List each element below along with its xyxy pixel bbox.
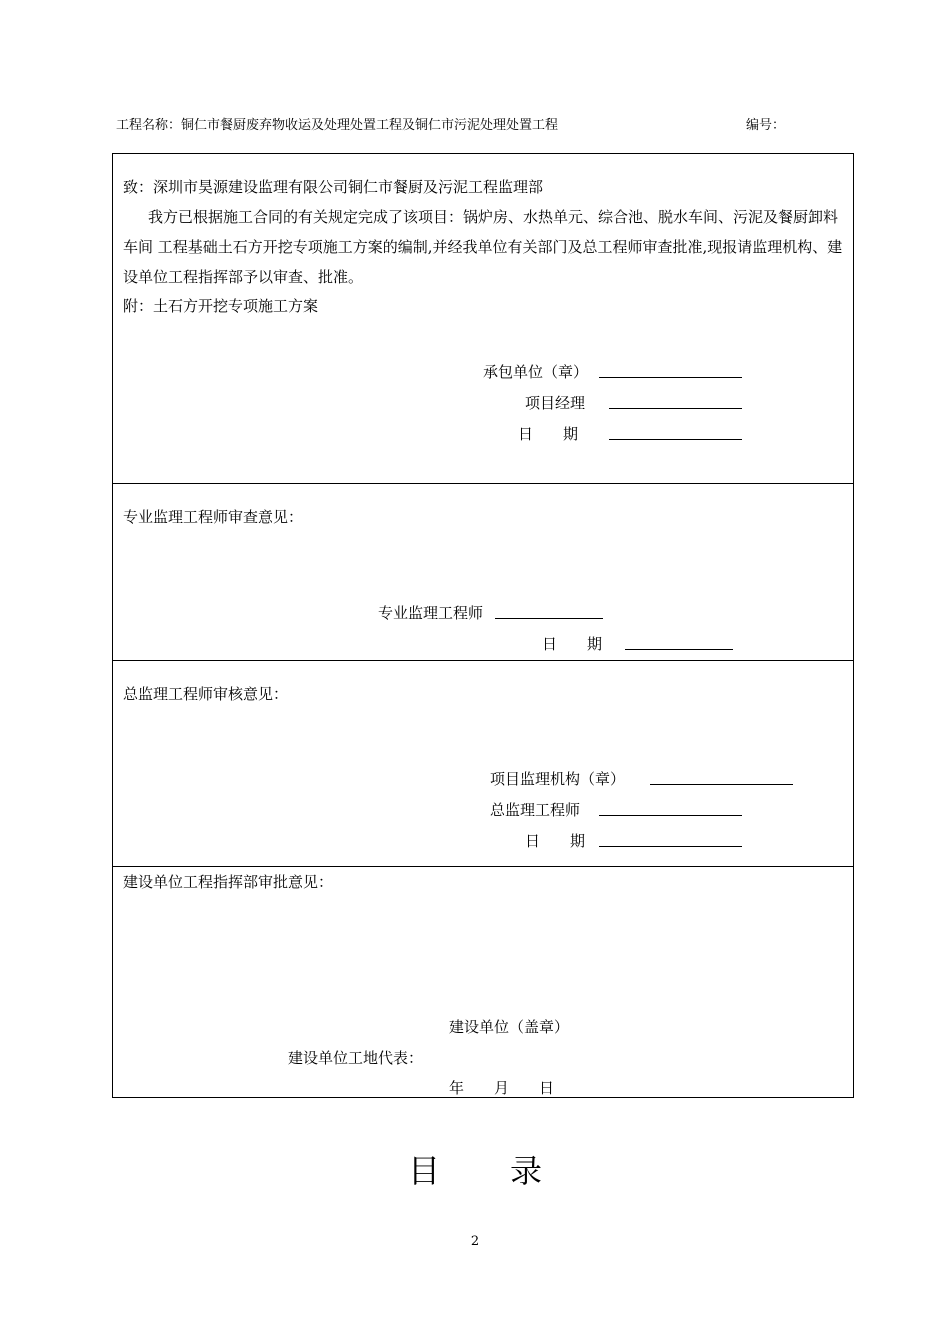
date-line[interactable] — [609, 425, 742, 440]
manager-label: 项目经理 — [525, 394, 586, 412]
code-label: 编号： — [746, 118, 786, 133]
date-line[interactable] — [599, 832, 742, 847]
date-label: 年 月 日 — [449, 1079, 555, 1097]
org-label: 项目监理机构（章） — [490, 770, 626, 788]
chief-signature-line[interactable] — [599, 801, 742, 816]
attachment-note: 附：土石方开挖专项施工方案 — [123, 297, 319, 315]
date-label: 日 期 — [525, 832, 586, 850]
org-signature-line[interactable] — [650, 770, 793, 785]
chief-review-section — [113, 661, 853, 867]
date-label: 日 期 — [542, 635, 603, 653]
engineer-signature-line[interactable] — [495, 604, 603, 619]
engineer-label: 专业监理工程师 — [378, 604, 484, 622]
unit-label: 建设单位（盖章） — [449, 1018, 570, 1036]
page-number: 2 — [470, 1234, 480, 1249]
contractor-label: 承包单位（章） — [483, 363, 589, 381]
contractor-signature-line[interactable] — [599, 363, 742, 378]
engineer-review-title: 专业监理工程师审查意见： — [123, 508, 304, 526]
chief-review-title: 总监理工程师审核意见： — [123, 685, 289, 703]
engineer-review-section — [113, 484, 853, 661]
toc-title — [0, 1146, 950, 1192]
site-rep-label: 建设单位工地代表： — [288, 1049, 424, 1067]
toc-char: 录 — [510, 1152, 543, 1190]
approval-form — [112, 153, 854, 1098]
submission-section — [113, 154, 853, 484]
chief-label: 总监理工程师 — [490, 801, 581, 819]
owner-approval-section — [113, 867, 853, 1097]
owner-approval-title: 建设单位工程指挥部审批意见： — [123, 873, 334, 891]
manager-signature-line[interactable] — [609, 394, 742, 409]
date-label: 日 期 — [518, 425, 579, 443]
toc-char: 目 — [407, 1152, 440, 1190]
project-name: 工程名称：铜仁市餐厨废弃物收运及处理处置工程及铜仁市污泥处理处置工程 — [116, 118, 559, 133]
addressee: 致：深圳市昊源建设监理有限公司铜仁市餐厨及污泥工程监理部 — [123, 178, 544, 196]
submission-body: 我方已根据施工合同的有关规定完成了该项目：锅炉房、水热单元、综合池、脱水车间、污泥及餐厨卸料车间 工程基础土石方开挖专项施工方案的编制,并经我单位有关部门及总工程师审查批准,现报请监理机构、建设单位工程指挥部予以审查、批准。 — [123, 208, 843, 286]
date-line[interactable] — [625, 635, 733, 650]
